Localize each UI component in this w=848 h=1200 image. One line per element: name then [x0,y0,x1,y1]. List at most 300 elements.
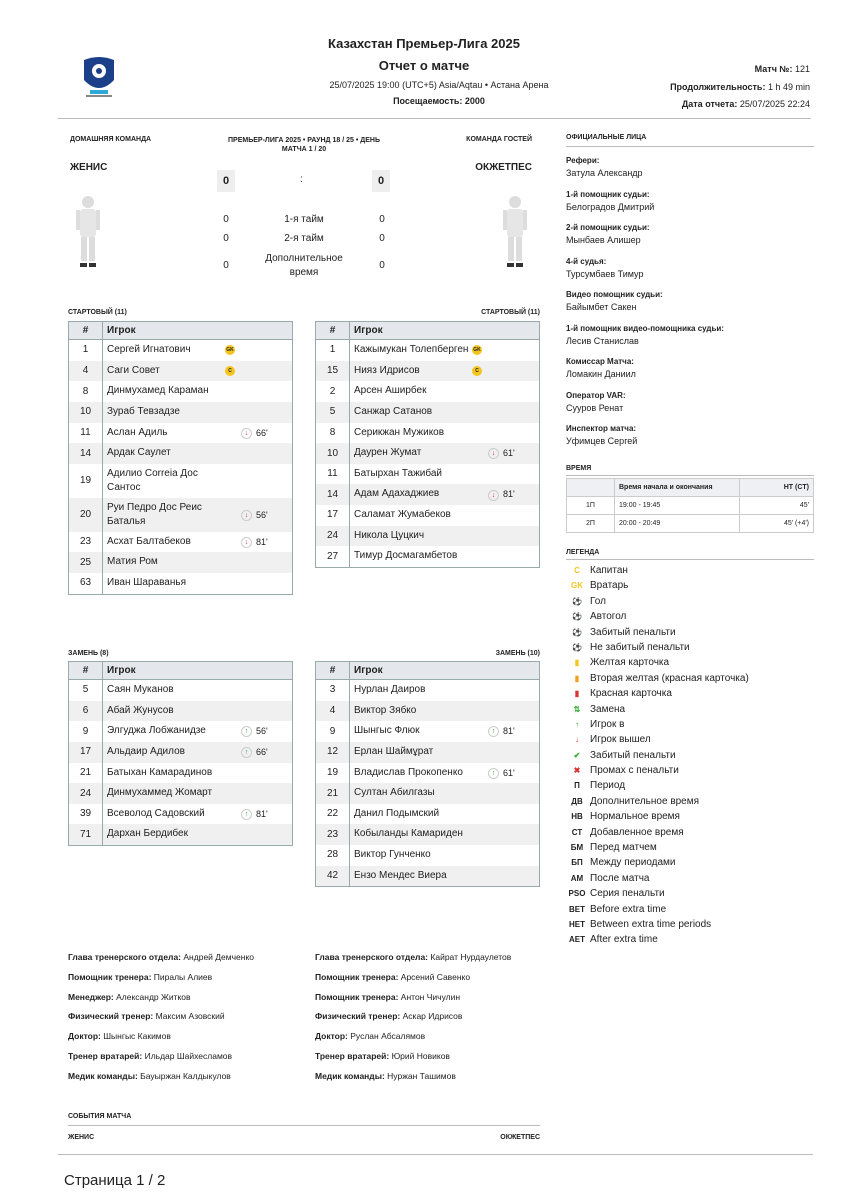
legend-item [564,732,749,747]
official-name: Мынбаев Алишер [566,235,641,245]
table-row [316,701,540,722]
substitution-minute: 56' [256,726,268,737]
home-subs-label: ЗАМЕНЬ (8) [68,650,109,657]
legend-label: Нормальное время [590,811,680,823]
officials-list [566,156,724,458]
official-role: Инспектор матча: [566,424,637,433]
player-name[interactable]: Элгуджа Лобжанидзе [107,725,206,737]
staff-role: Физический тренер: [68,1011,154,1022]
substitution-minute: 81' [503,726,515,737]
player-name[interactable]: Арсен Аширбек [354,385,427,397]
official-item [566,357,724,391]
player-number: 19 [69,464,103,498]
player-number: 71 [69,824,103,845]
match-duration: Продолжительность: 1 h 49 min [670,82,810,92]
player-number: 27 [316,546,350,567]
player-cell [350,763,540,784]
player-name[interactable]: Виктор Гунченко [354,849,431,861]
legend-label: Не забитый пенальти [590,641,690,653]
table-row [316,763,540,784]
legend-label: Вторая желтая (красная карточка) [590,672,749,684]
substitution-event [488,724,515,738]
substitution-minute: 81' [256,808,268,819]
page-number: Страница 1 / 2 [64,1172,166,1189]
staff-name: Максим Азовский [155,1011,225,1022]
player-cell [103,742,293,763]
player-cell [350,845,540,866]
player-in-icon: ↑ [488,726,499,737]
col-number: # [316,322,350,340]
time-col-ht: HT (CT) [740,479,814,497]
player-name[interactable]: Санжар Сатанов [354,405,433,417]
player-name[interactable]: Динмухамед Караман [107,385,209,397]
captain-icon: C [225,366,235,376]
player-number: 24 [316,526,350,547]
legend-label: Добавленное время [590,826,684,838]
match-info: 25/07/2025 19:00 (UTC+5) Asia/Aqtau • Астана Арена [329,80,549,90]
legend-abbrev: BET [569,904,585,914]
table-row [69,804,293,825]
penalty-missed-icon: ⚽ [572,642,582,652]
legend-title: ЛЕГЕНДА [566,549,600,556]
player-cell [103,824,293,845]
table-row [69,552,293,573]
legend-label: Before extra time [590,903,667,915]
player-number: 17 [316,505,350,526]
player-name[interactable]: Адилио Correia Дос Сантос [107,467,198,493]
legend-item [564,809,749,824]
legend-item [564,563,749,578]
table-row [69,573,293,594]
col-player: Игрок [103,662,293,680]
report-date: Дата отчета: 25/07/2025 22:24 [681,99,810,109]
player-number: 42 [316,866,350,887]
player-name[interactable]: Кобыланды Камариден [354,828,463,840]
divider [68,1125,540,1126]
substitution-minute: 61' [503,767,515,778]
staff-name: Руслан Абсалямов [350,1031,426,1042]
divider [58,118,811,119]
staff-role: Глава тренерского отдела: [68,952,182,962]
staff-item [315,952,511,972]
player-name[interactable]: Ензо Мендес Виера [354,869,447,881]
goalkeeper-icon: GK [473,347,481,353]
official-role: 4-й судья: [566,256,607,266]
player-cell [350,484,540,505]
player-number: 20 [69,498,103,532]
player-name[interactable]: Шынгыс Флюк [354,725,420,737]
et-label: Дополнительное время [265,253,343,278]
away-subs-table [315,661,540,887]
legend-label: After extra time [590,934,658,946]
player-cell [350,721,540,742]
player-name[interactable]: Даурен Жумат [354,447,422,459]
substitution-event [241,745,268,759]
player-name[interactable]: Альдаир Адилов [107,745,185,757]
player-number: 10 [69,402,103,423]
time-range: 19:00 - 19:45 [615,497,740,515]
staff-name: Кайрат Нурдаулетов [430,952,512,962]
legend-item [564,594,749,609]
player-cell [103,573,293,594]
player-name[interactable]: Матия Ром [107,556,158,568]
player-number: 17 [69,742,103,763]
table-row [69,498,293,532]
player-name[interactable]: Саламат Жумабеков [354,509,451,521]
player-number: 9 [316,721,350,742]
substitution-event [488,487,515,501]
legend-abbrev: БМ [570,843,584,853]
player-cell [350,866,540,887]
legend-item [564,686,749,701]
staff-name: Шынгыс Какимов [103,1031,171,1042]
player-name[interactable]: Саян Муканов [107,684,174,695]
legend-abbrev: PSO [568,889,586,899]
events-home-team: ЖЕНИС [68,1134,95,1141]
away-score: 0 [372,170,390,192]
staff-item [68,952,254,972]
staff-name: Андрей Демченко [183,952,254,962]
player-name[interactable]: Дархан Бердибек [107,828,188,840]
staff-item [68,1011,254,1031]
legend-label: Промах с пенальти [590,765,679,777]
et-away: 0 [379,260,385,271]
legend-label: Забитый пенальти [590,626,676,638]
staff-item [315,1071,511,1091]
player-cell [103,680,293,701]
table-row [316,443,540,464]
player-name[interactable]: Асхат Балтабеков [107,535,191,547]
staff-role: Помощник тренера: [315,991,399,1002]
player-name[interactable]: Нурлан Даиров [354,684,426,695]
official-name: Сууров Ренат [566,402,624,413]
player-out-icon: ↓ [575,735,579,745]
legend-item [564,702,749,717]
player-name[interactable]: Батыхан Камарадинов [107,766,213,778]
divider [566,559,814,560]
player-number: 21 [316,783,350,804]
table-row [69,763,293,784]
official-role: Оператор VAR: [566,390,626,400]
player-cell [103,721,293,742]
divider [566,475,814,476]
staff-item [315,1011,511,1031]
substitution-minute: 61' [503,448,515,459]
player-name[interactable]: Адам Адахаджиев [354,488,440,500]
player-cell [103,340,293,361]
table-row [316,526,540,547]
table-row [69,361,293,382]
player-number: 11 [316,464,350,485]
substitution-event [488,766,515,780]
staff-name: Пиралы Алиев [153,971,213,982]
substitution-event [241,535,268,549]
player-name[interactable]: Ардак Саулет [107,447,171,459]
table-row [69,532,293,553]
legend-item [564,902,749,917]
player-number: 4 [69,361,103,382]
player-cell [350,505,540,526]
player-in-icon: ↑ [575,719,579,729]
col-number: # [69,662,103,680]
legend-label: Вратарь [590,580,629,592]
away-starting-table [315,321,540,568]
official-name: Ломакин Даниил [566,369,636,379]
player-cell [103,443,293,464]
p2-away: 0 [379,233,385,244]
penalty-check-icon: ✔ [573,750,581,760]
table-row [316,845,540,866]
player-name[interactable]: Сергей Игнатович [107,344,191,355]
player-number: 3 [316,680,350,701]
table-row [316,464,540,485]
legend-label: Серия пенальти [590,888,665,900]
table-row [69,680,293,701]
time-period: 2П [567,515,615,533]
player-number: 19 [316,763,350,784]
substitution-minute: 81' [256,536,268,547]
player-number: 23 [69,532,103,553]
legend-abbrev: HET [569,919,585,929]
round-info: ПРЕМЬЕР-ЛИГА 2025 • РАУНД 18 / 25 • ДЕНЬ МАТЧА 1 / 20 [228,137,380,153]
player-cell [350,402,540,423]
table-row [69,824,293,845]
col-number: # [316,662,350,680]
captain-icon: C [574,566,580,575]
player-number: 1 [316,340,350,361]
table-row [69,701,293,722]
official-role: Рефери: [566,156,600,165]
legend-item [564,748,749,763]
second-yellow-icon: ▮ [574,673,580,683]
table-row [69,423,293,444]
player-name[interactable]: Данил Подымский [354,807,440,819]
staff-role: Глава тренерского отдела: [315,952,429,962]
time-range: 20:00 - 20:49 [615,515,740,533]
legend-abbrev: АМ [570,873,584,883]
player-number: 22 [316,804,350,825]
player-name[interactable]: Никола Цуцкич [354,529,425,541]
legend-label: Забитый пенальти [590,749,676,761]
player-name[interactable]: Виктор Зябко [354,704,417,716]
player-cell [103,423,293,444]
legend-item [564,671,749,686]
legend-item [564,609,749,624]
table-row [69,402,293,423]
player-name[interactable]: Нияз Идрисов [354,364,420,376]
table-row [316,783,540,804]
staff-role: Медик команды: [68,1070,138,1081]
player-number: 6 [69,701,103,722]
player-name[interactable]: Серикжан Мужиков [354,426,445,438]
player-name[interactable]: Аслан Адиль [107,426,168,438]
home-team-name: ЖЕНИС [70,162,108,173]
player-table [315,321,540,568]
player-cell [350,824,540,845]
away-subs-label: ЗАМЕНЬ (10) [495,650,540,657]
official-role: 1-й помощник судьи: [566,189,650,199]
player-name[interactable]: Абай Жунусов [107,704,174,716]
player-number: 8 [316,423,350,444]
player-cell [103,498,293,532]
staff-item [68,1051,254,1071]
player-number: 21 [69,763,103,784]
player-cell [350,526,540,547]
player-number: 39 [69,804,103,825]
red-card-icon: ▮ [574,689,580,699]
player-name[interactable]: Всеволод Садовский [107,807,205,819]
substitution-minute: 81' [503,489,515,500]
officials-title: ОФИЦИАЛЬНЫЕ ЛИЦА [566,134,647,141]
player-table [68,321,293,595]
player-name[interactable]: Батырхан Тажибай [354,467,443,479]
table-row [69,742,293,763]
staff-name: Аскар Идрисов [402,1011,463,1022]
player-out-icon: ↓ [241,537,252,548]
player-name[interactable]: Владислав Прокопенко [354,766,463,778]
legend-item [564,578,749,593]
away-team-name: ОКЖЕТПЕС [475,162,532,173]
player-in-icon: ↑ [241,809,252,820]
staff-item [68,992,254,1012]
official-item [566,391,724,425]
player-name[interactable]: Тимур Досмагамбетов [354,550,458,562]
official-role: 2-й помощник судьи: [566,223,650,232]
staff-name: Александр Житков [116,991,191,1002]
player-number: 9 [69,721,103,742]
score-separator: : [300,174,303,185]
player-name[interactable]: Иван Шараванья [107,577,187,589]
time-table [566,478,814,533]
player-cell [350,680,540,701]
legend-item [564,794,749,809]
p1-label: 1-я тайм [284,214,324,225]
player-name[interactable]: Кажымукан Толепберген [354,344,469,355]
p1-away: 0 [379,214,385,225]
staff-item [68,972,254,992]
away-team-label: КОМАНДА ГОСТЕЙ [466,136,532,143]
player-number: 23 [316,824,350,845]
events-title: СОБЫТИЯ МАТЧА [68,1113,132,1120]
time-row [567,497,814,515]
player-number: 10 [316,443,350,464]
staff-item [68,1031,254,1051]
yellow-card-icon: ▮ [574,658,580,668]
penalty-cross-icon: ✖ [573,766,581,776]
player-name[interactable]: Зураб Тевзадзе [107,405,180,417]
player-number: 5 [316,402,350,423]
goalkeeper-icon: GK [226,347,234,353]
player-name[interactable]: Ерлан Шаймұрат [354,745,434,757]
p2-home: 0 [223,233,229,244]
report-title: Отчет о матче [378,58,470,73]
home-starting-table [68,321,293,595]
p2-label: 2-я тайм [284,233,324,244]
staff-role: Доктор: [315,1031,348,1042]
official-name: Лесив Станислав [566,335,639,346]
player-cell [103,783,293,804]
player-cell [103,532,293,553]
legend-item [564,778,749,793]
player-in-icon: ↑ [241,726,252,737]
table-row [69,443,293,464]
goal-icon: ⚽ [572,596,582,606]
official-role: Видео помощник судьи: [566,290,663,299]
legend-label: Между периодами [590,857,676,869]
player-cell [350,381,540,402]
table-row [316,484,540,505]
player-name[interactable]: Саги Совет [107,364,160,376]
col-number: # [69,322,103,340]
staff-name: Антон Чичулин [400,991,461,1002]
substitution-minute: 56' [256,509,268,520]
col-player: Игрок [350,662,540,680]
official-name: Байымбет Сакен [566,302,637,312]
legend-item [564,763,749,778]
player-cell [350,361,540,382]
staff-role: Медик команды: [315,1070,385,1081]
events-away-team: ОКЖЕТПЕС [500,1134,540,1141]
table-row [316,721,540,742]
player-in-icon: ↑ [241,747,252,758]
legend-item [564,625,749,640]
player-number: 63 [69,573,103,594]
legend-item [564,886,749,901]
official-name: Затула Александр [566,168,643,178]
col-player: Игрок [350,322,540,340]
table-row [69,721,293,742]
player-number: 5 [69,680,103,701]
legend-abbrev: П [574,781,580,791]
home-kit-icon [74,194,102,270]
legend-label: Желтая карточка [590,657,670,669]
staff-role: Тренер вратарей: [315,1050,390,1061]
official-role: Комиссар Матча: [566,357,634,366]
staff-role: Физический тренер: [315,1011,401,1022]
league-title: Казахстан Премьер-Лига 2025 [328,36,520,51]
home-score: 0 [217,170,235,192]
player-cell [103,701,293,722]
player-out-icon: ↓ [241,428,252,439]
player-name[interactable]: Динмухаммед Жомарт [107,787,213,799]
legend-abbrev: СТ [571,827,583,837]
home-subs-table [68,661,293,846]
table-row [316,361,540,382]
legend-label: После матча [590,872,650,884]
table-row [316,381,540,402]
substitution-event [488,446,515,460]
legend-item [564,932,749,947]
player-number: 24 [69,783,103,804]
player-name[interactable]: Султан Абилгазы [354,787,435,799]
legend-abbrev: НВ [571,812,583,822]
substitution-event [241,508,268,522]
time-row [567,515,814,533]
et-home: 0 [223,260,229,271]
player-name[interactable]: Руи Педро Дос Реис Баталья [107,501,202,527]
player-number: 14 [316,484,350,505]
staff-role: Помощник тренера: [315,971,399,982]
staff-item [315,1051,511,1071]
staff-name: Юрий Новиков [391,1050,450,1061]
staff-name: Арсений Савенко [400,971,471,982]
player-out-icon: ↓ [488,490,499,501]
legend-label: Дополнительное время [590,795,700,807]
goalkeeper-icon: GK [571,581,583,591]
col-player: Игрок [103,322,293,340]
player-cell [350,701,540,722]
away-kit-icon [501,194,529,270]
